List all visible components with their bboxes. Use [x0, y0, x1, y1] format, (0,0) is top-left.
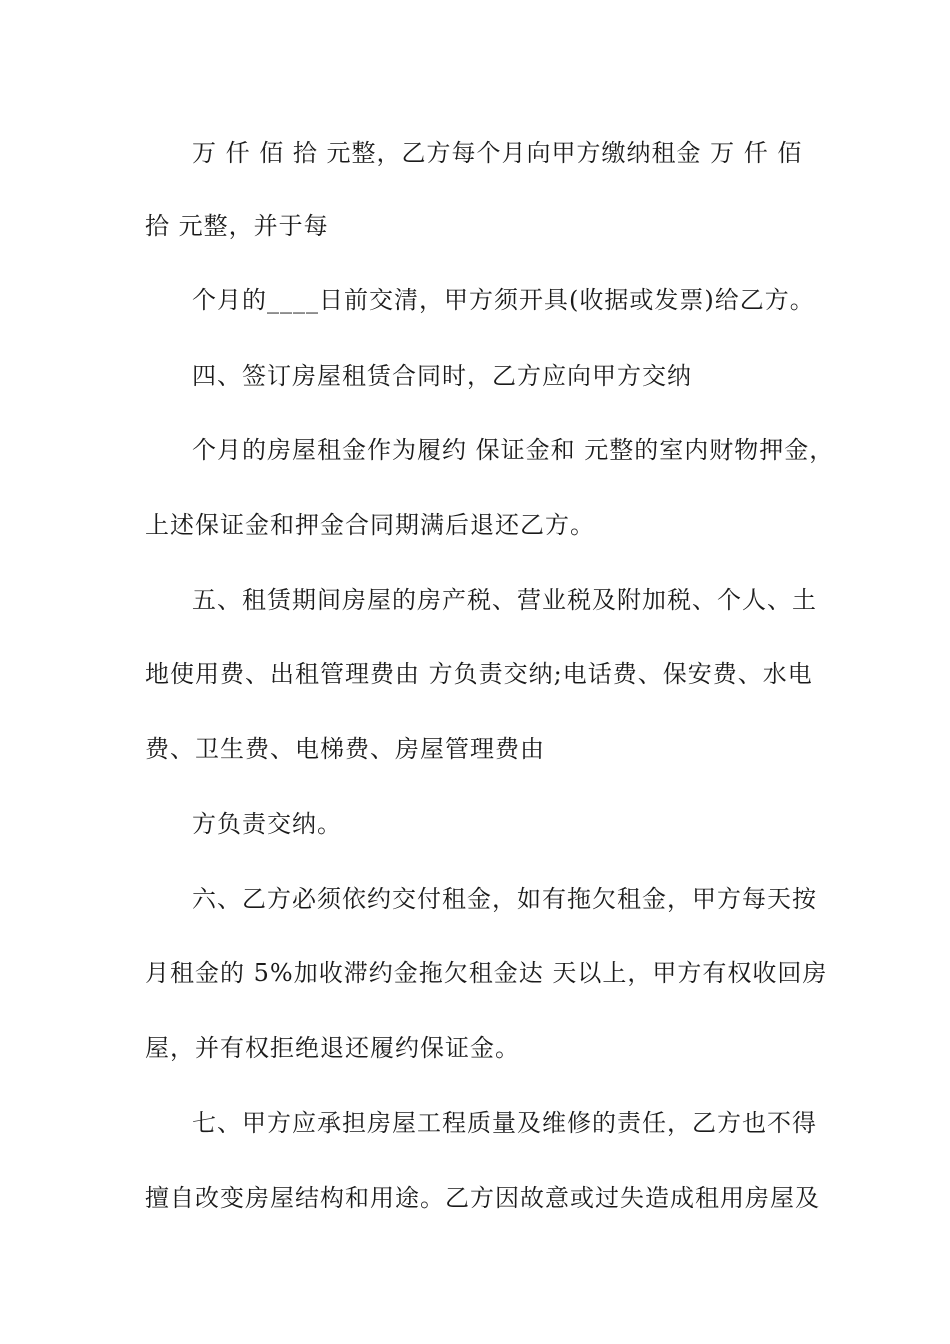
- text-line: 地使用费、出租管理费由 方负责交纳;电话费、保安费、水电: [145, 660, 813, 688]
- text-line: 万 仟 佰 拾 元整，乙方每个月向甲方缴纳租金 万 仟 佰: [192, 139, 803, 167]
- text-line: 擅自改变房屋结构和用途。乙方因故意或过失造成租用房屋及: [145, 1184, 820, 1212]
- text-line: 费、卫生费、电梯费、房屋管理费由: [145, 735, 545, 763]
- text-line: 七、甲方应承担房屋工程质量及维修的责任，乙方也不得: [192, 1109, 817, 1137]
- text-line: 四、签订房屋租赁合同时，乙方应向甲方交纳: [192, 362, 692, 390]
- text-line: 屋，并有权拒绝退还履约保证金。: [145, 1034, 520, 1062]
- text-line: 月租金的 5%加收滞约金拖欠租金达 天以上，甲方有权收回房: [145, 959, 828, 987]
- text-line: 方负责交纳。: [192, 810, 342, 838]
- text-line: 个月的房屋租金作为履约 保证金和 元整的室内财物押金，: [192, 436, 835, 464]
- text-line: 五、租赁期间房屋的房产税、营业税及附加税、个人、土: [192, 586, 817, 614]
- text-line: 六、乙方必须依约交付租金，如有拖欠租金，甲方每天按: [192, 885, 817, 913]
- text-line: 上述保证金和押金合同期满后退还乙方。: [145, 511, 595, 539]
- text-line: 个月的____日前交清，甲方须开具(收据或发票)给乙方。: [192, 286, 815, 314]
- text-line: 拾 元整，并于每: [145, 212, 329, 240]
